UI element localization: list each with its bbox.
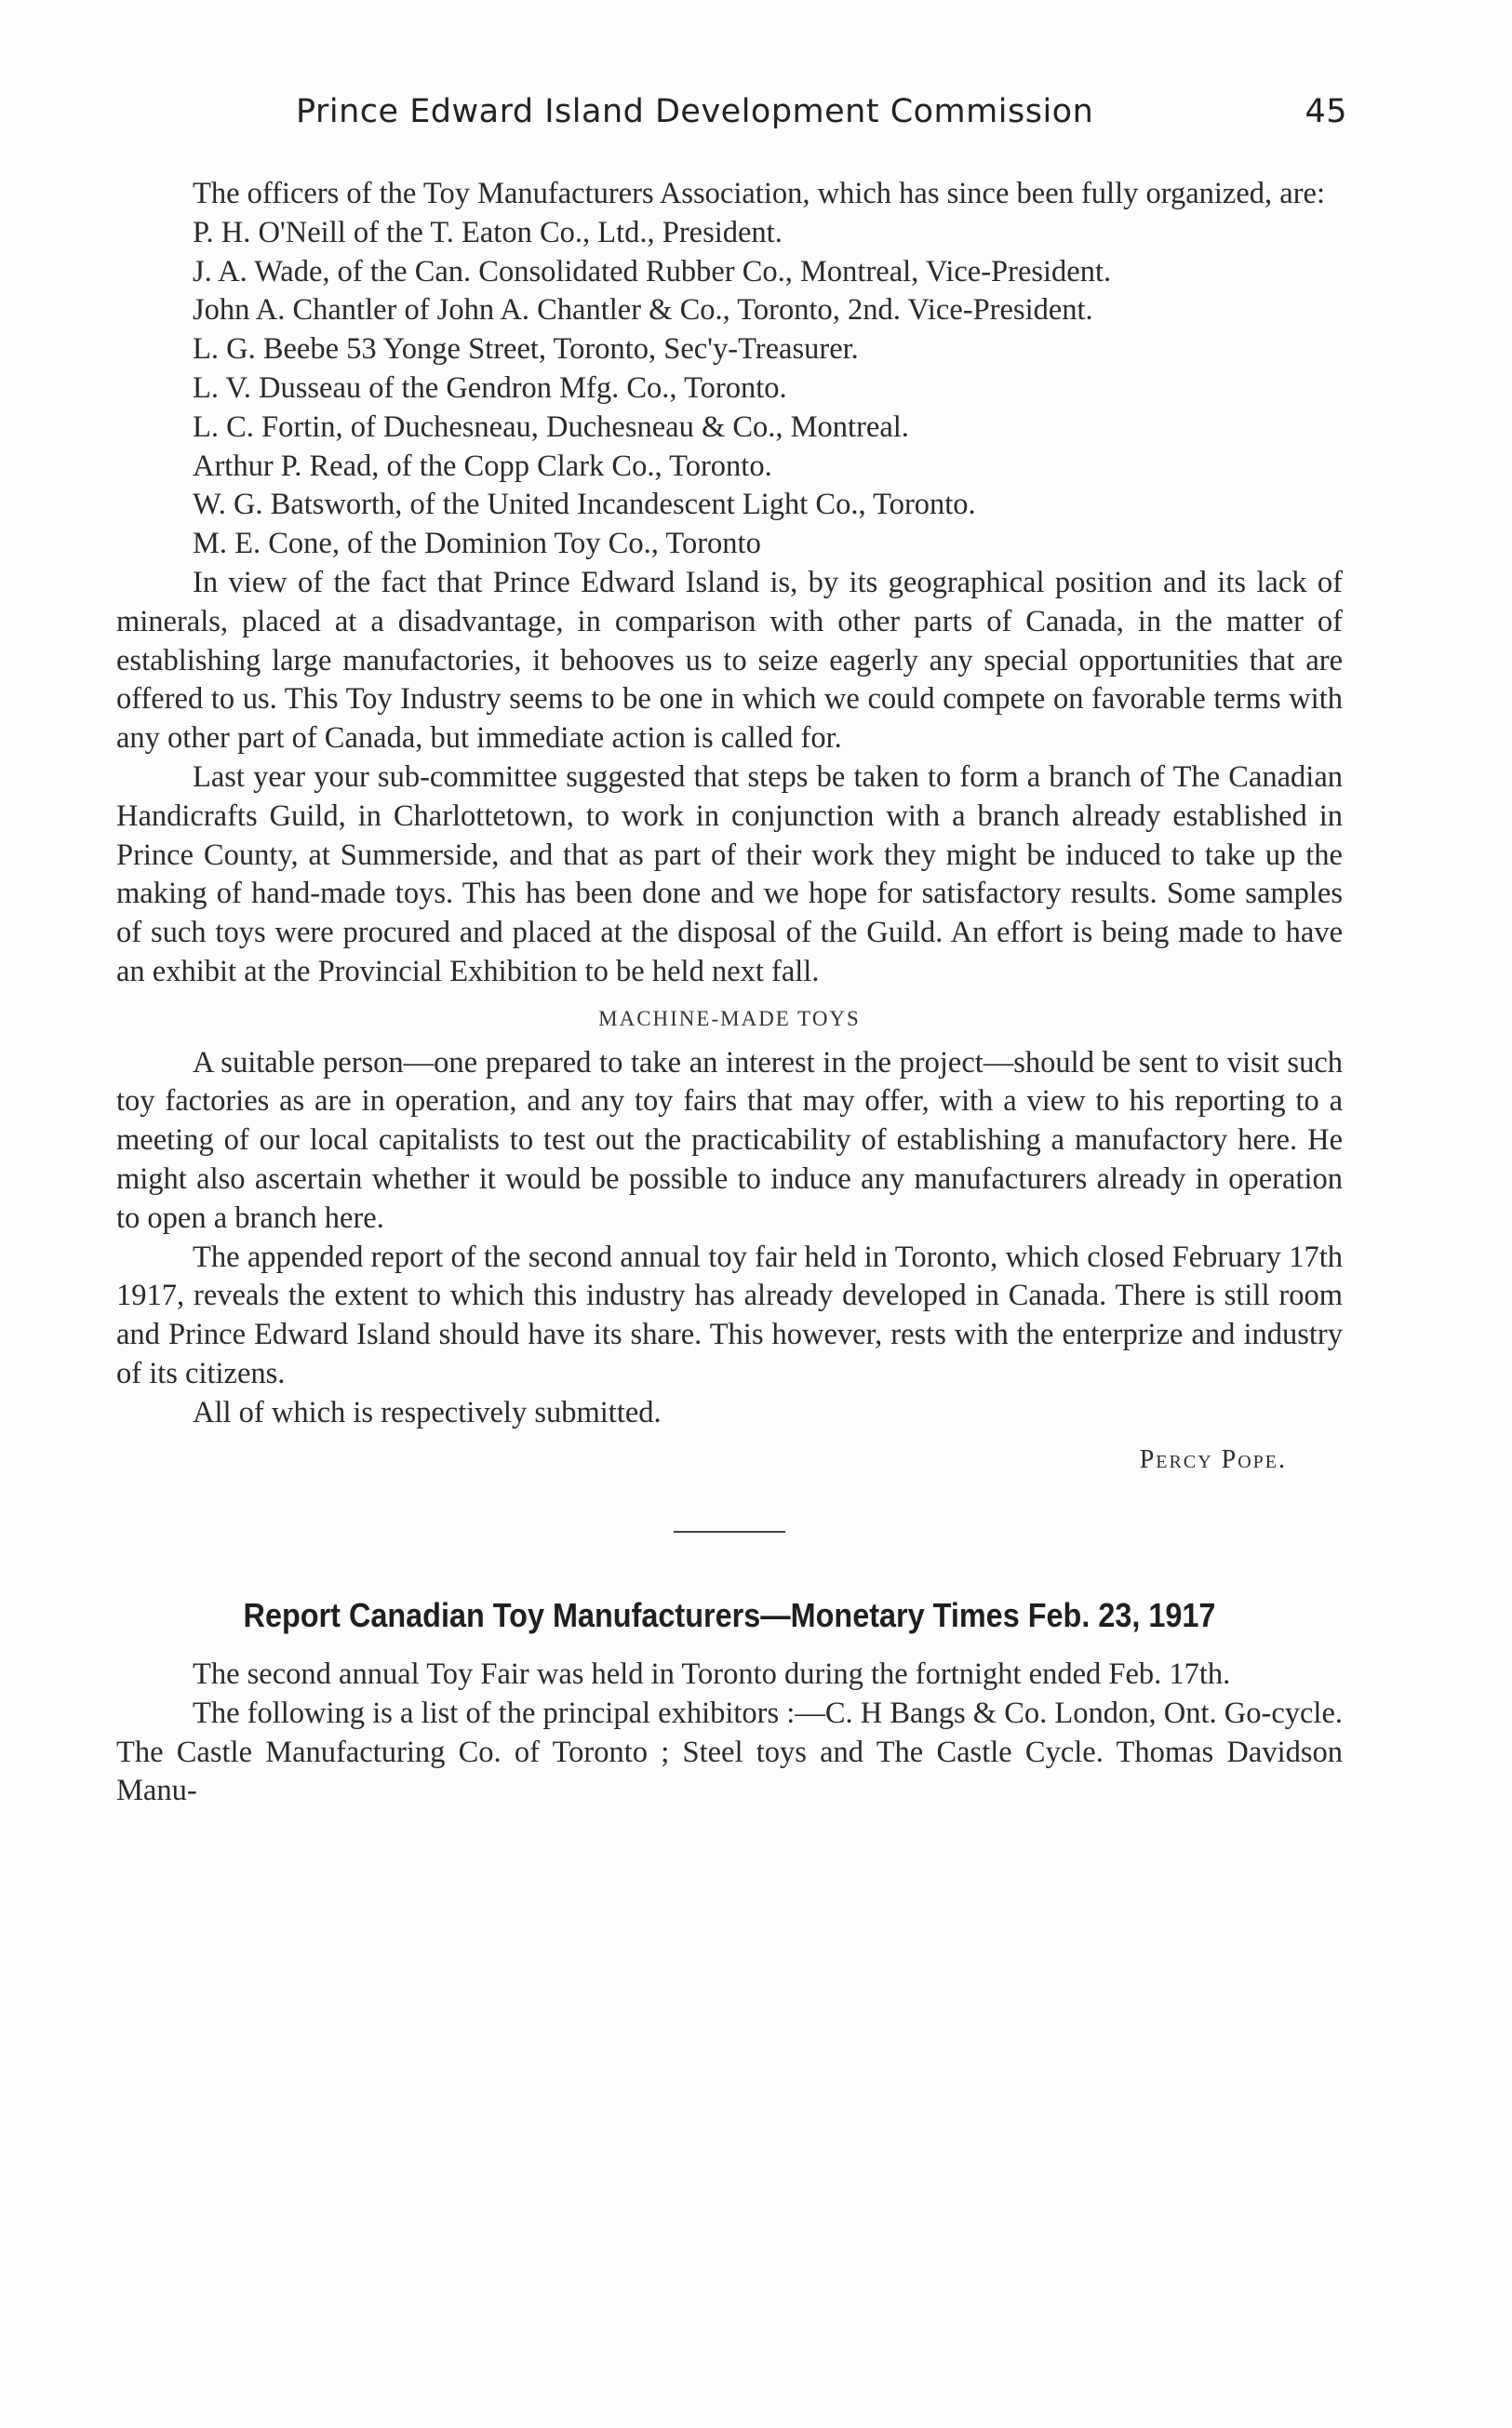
body-paragraph: A suitable person—one prepared to take an interest in the project—should be sent to visit such toy factories as are in operation, and any toy fairs that may offer, with a view to his reporting to a meeting of our local capitalists to test out the practicability of establishing a manufactory here. He might also ascertain whether it would be possible to induce any manufacturers already in operation to open a branch here. (116, 1045, 1343, 1235)
body-paragraph: In view of the fact that Prince Edward Island is, by its geographical position and its lack of minerals, placed at a disadvantage, in comparison with other parts of Canada, in the matter of establishing large manufactories, it behooves us to seize eagerly any special opportunities that are offered to us. This Toy Industry seems to be one in which we could compete on favorable terms with any other part of Canada, but immediate action is called for. (116, 565, 1343, 756)
section-heading: MACHINE-MADE TOYS (598, 1006, 861, 1030)
report-body (116, 1656, 1343, 1811)
signature: Percy Pope. (1139, 1444, 1287, 1474)
officer-entry: Arthur P. Read, of the Copp Clark Co., Toronto. (193, 449, 772, 483)
page-number: 45 (1305, 93, 1347, 130)
section-divider (674, 1531, 785, 1533)
header-title: Prince Edward Island Development Commission (296, 93, 1094, 130)
officer-entry: John A. Chantler of John A. Chantler & Co., Toronto, 2nd. Vice-President. (193, 293, 1093, 328)
officers-list (116, 214, 1343, 564)
officer-entry: L. V. Dusseau of the Gendron Mfg. Co., Toronto. (193, 370, 787, 405)
body-paragraph: The appended report of the second annual toy fair held in Toronto, which closed February 17th 1917, reveals the extent to which this industry has already developed in Canada. There is still room and Prince Edward Island should have its share. This however, rests with the enterprize and industry of its citizens. (116, 1240, 1343, 1390)
report-paragraph: The second annual Toy Fair was held in Toronto during the fortnight ended Feb. 17th. (193, 1657, 1231, 1692)
closing-line: All of which is respectively submitted. (193, 1395, 662, 1429)
body-paragraph: Last year your sub-committee suggested that steps be taken to form a branch of The Canadian Handicrafts Guild, in Charlottetown, to work in conjunction with a branch already established in Prince County, at Summerside, and that as part of their work they might be induced to take up the making of hand-made toys. This has been done and we hope for satisfactory results. Some samples of such toys were procured and placed at the disposal of the Guild. An effort is being made to have an exhibit at the Provincial Exhibition to be held next fall. (116, 759, 1343, 988)
report-heading: Report Canadian Toy Manufacturers—Monetary Times Feb. 23, 1917 (243, 1596, 1216, 1635)
report-paragraph: The following is a list of the principal exhibitors :—C. H Bangs & Co. London, Ont. Go-cycle. The Castle Manufacturing Co. of Toronto ; Steel toys and The Castle Cycle. Thomas Davidson Manu- (116, 1696, 1343, 1808)
officer-entry: J. A. Wade, of the Can. Consolidated Rubber Co., Montreal, Vice-President. (193, 254, 1112, 288)
officer-entry: P. H. O'Neill of the T. Eaton Co., Ltd., President. (193, 215, 783, 249)
page-body (116, 175, 1343, 1811)
officer-entry: M. E. Cone, of the Dominion Toy Co., Toronto (193, 527, 761, 561)
officer-entry: L. C. Fortin, of Duchesneau, Duchesneau & Co., Montreal. (193, 409, 909, 444)
officers-intro: The officers of the Toy Manufacturers Association, which has since been fully organized, are: (193, 177, 1325, 210)
running-header (296, 93, 1347, 149)
officer-entry: L. G. Beebe 53 Yonge Street, Toronto, Sec'y-Treasurer. (193, 332, 859, 367)
officer-entry: W. G. Batsworth, of the United Incandescent Light Co., Toronto. (193, 488, 976, 522)
